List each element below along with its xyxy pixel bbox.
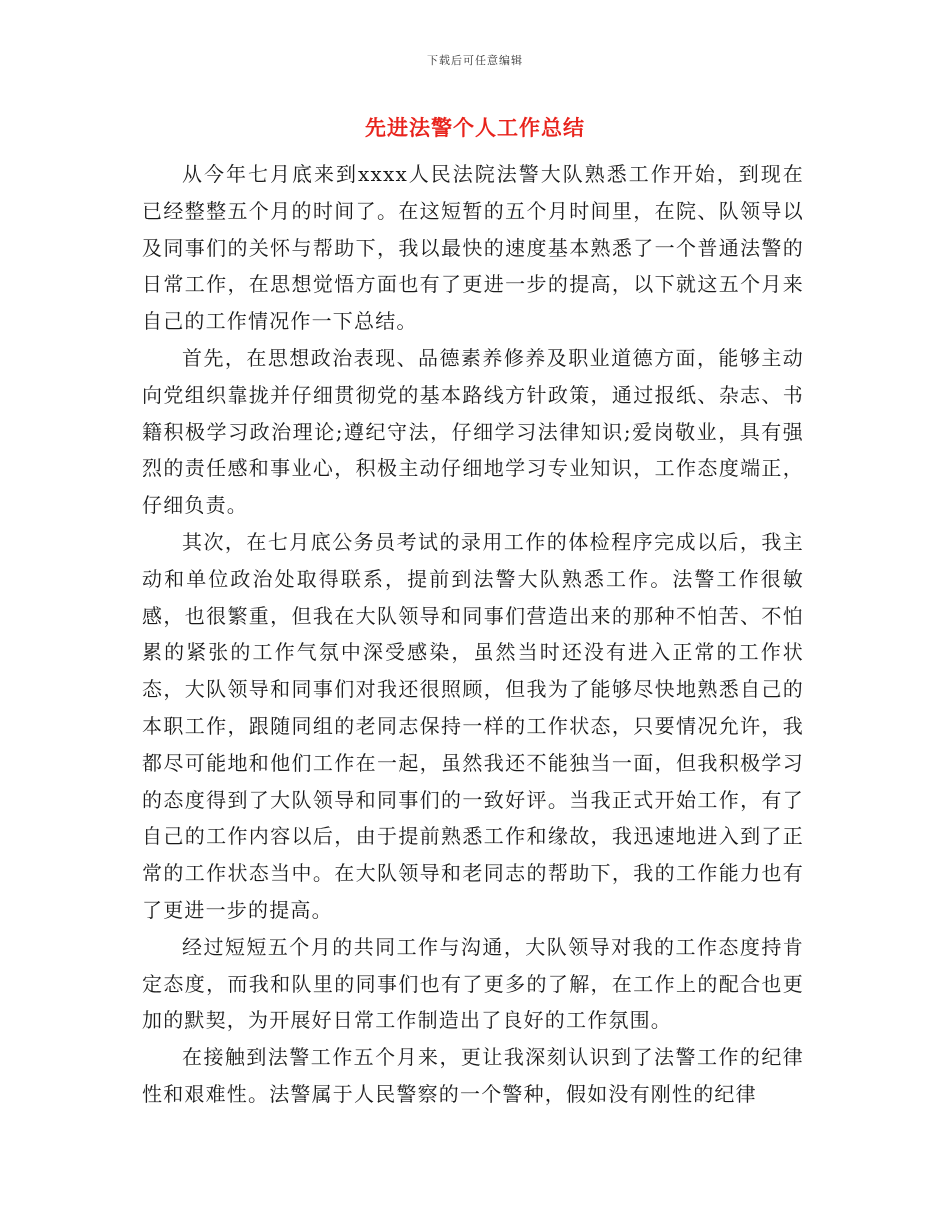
document-title: 先进法警个人工作总结	[365, 116, 585, 140]
document-body	[142, 156, 804, 1113]
paragraph-4: 经过短短五个月的共同工作与沟通，大队领导对我的工作态度持肯定态度，而我和队里的同事们也有了更多的了解，在工作上的配合也更加的默契，为开展好日常工作制造出了良好的工作氛围。	[142, 934, 804, 1033]
paragraph-5: 在接触到法警工作五个月来，更让我深刻认识到了法警工作的纪律性和艰难性。法警属于人民警察的一个警种，假如没有刚性的纪律	[142, 1045, 804, 1106]
paragraph-1: 从今年七月底来到xxxx人民法院法警大队熟悉工作开始，到现在已经整整五个月的时间了。在这短暂的五个月时间里，在院、队领导以及同事们的关怀与帮助下，我以最快的速度基本熟悉了一个普通法警的日常工作，在思想觉悟方面也有了更进一步的提高，以下就这五个月来自己的工作情况作一下总结。	[142, 162, 804, 334]
paragraph-2: 首先，在思想政治表现、品德素养修养及职业道德方面，能够主动向党组织靠拢并仔细贯彻党的基本路线方针政策，通过报纸、杂志、书籍积极学习政治理论;遵纪守法，仔细学习法律知识;爱岗敬业，具有强烈的责任感和事业心，积极主动仔细地学习专业知识，工作态度端正，仔细负责。	[142, 345, 804, 518]
paragraph-3: 其次，在七月底公务员考试的录用工作的体检程序完成以后，我主动和单位政治处取得联系，提前到法警大队熟悉工作。法警工作很敏感，也很繁重，但我在大队领导和同事们营造出来的那种不怕苦、不怕累的紧张的工作气氛中深受感染，虽然当时还没有进入正常的工作状态，大队领导和同事们对我还很照顾，但我为了能够尽快地熟悉自己的本职工作，跟随同组的老同志保持一样的工作状态，只要情况允许，我都尽可能地和他们工作在一起，虽然我还不能独当一面，但我积极学习的态度得到了大队领导和同事们的一致好评。当我正式开始工作，有了自己的工作内容以后，由于提前熟悉工作和缘故，我迅速地进入到了正常的工作状态当中。在大队领导和老同志的帮助下，我的工作能力也有了更进一步的提高。	[142, 529, 804, 922]
header-note: 下载后可任意编辑	[427, 54, 523, 67]
